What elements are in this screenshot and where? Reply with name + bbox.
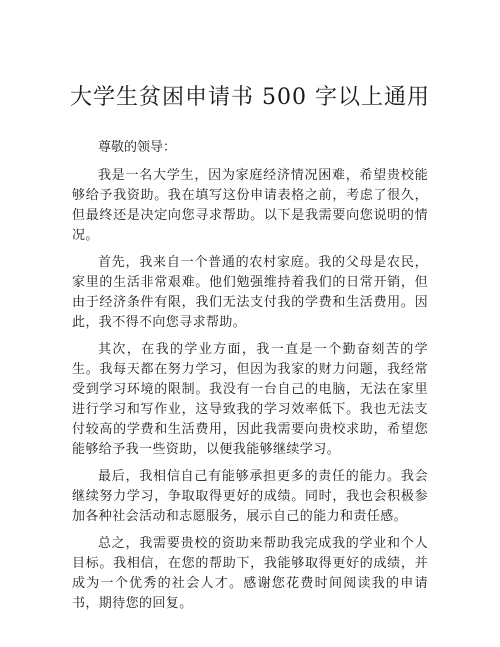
paragraph-commitment: 最后，我相信自己有能够承担更多的责任的能力。我会继续努力学习，争取取得更好的成绩。同时，我也会积极参加各种社会活动和志愿服务，展示自己的能力和责任感。: [72, 469, 428, 524]
paragraph-study-situation: 其次，在我的学业方面，我一直是一个勤奋刻苦的学生。我每天都在努力学习，但因为我家的财力问题，我经常受到学习环境的限制。我没有一台自己的电脑，无法在家里进行学习和写作业，这导致我的学习效率低下。我也无法支付较高的学费和生活费用，因此我需要向贵校求助，希望您能够给予我一些资助，以便我能够继续学习。: [72, 342, 428, 457]
paragraph-family-background: 首先，我来自一个普通的农村家庭。我的父母是农民，家里的生活非常艰难。他们勉强维持着我们的日常开销，但由于经济条件有限，我们无法支付我的学费和生活费用。因此，我不得不向您寻求帮助。: [72, 255, 428, 330]
paragraph-intro: 我是一名大学生，因为家庭经济情况困难，希望贵校能够给予我资助。我在填写这份申请表格之前，考虑了很久，但最终还是决定向您寻求帮助。以下是我需要向您说明的情况。: [72, 168, 428, 243]
document-title: 大学生贫困申请书 500 字以上通用: [70, 85, 430, 110]
salutation: 尊敬的领导：: [98, 140, 177, 155]
paragraph-conclusion: 总之，我需要贵校的资助来帮助我完成我的学业和个人目标。我相信，在您的帮助下，我能够取得更好的成绩，并成为一个优秀的社会人才。感谢您花费时间阅读我的申请书，期待您的回复。: [72, 536, 428, 611]
